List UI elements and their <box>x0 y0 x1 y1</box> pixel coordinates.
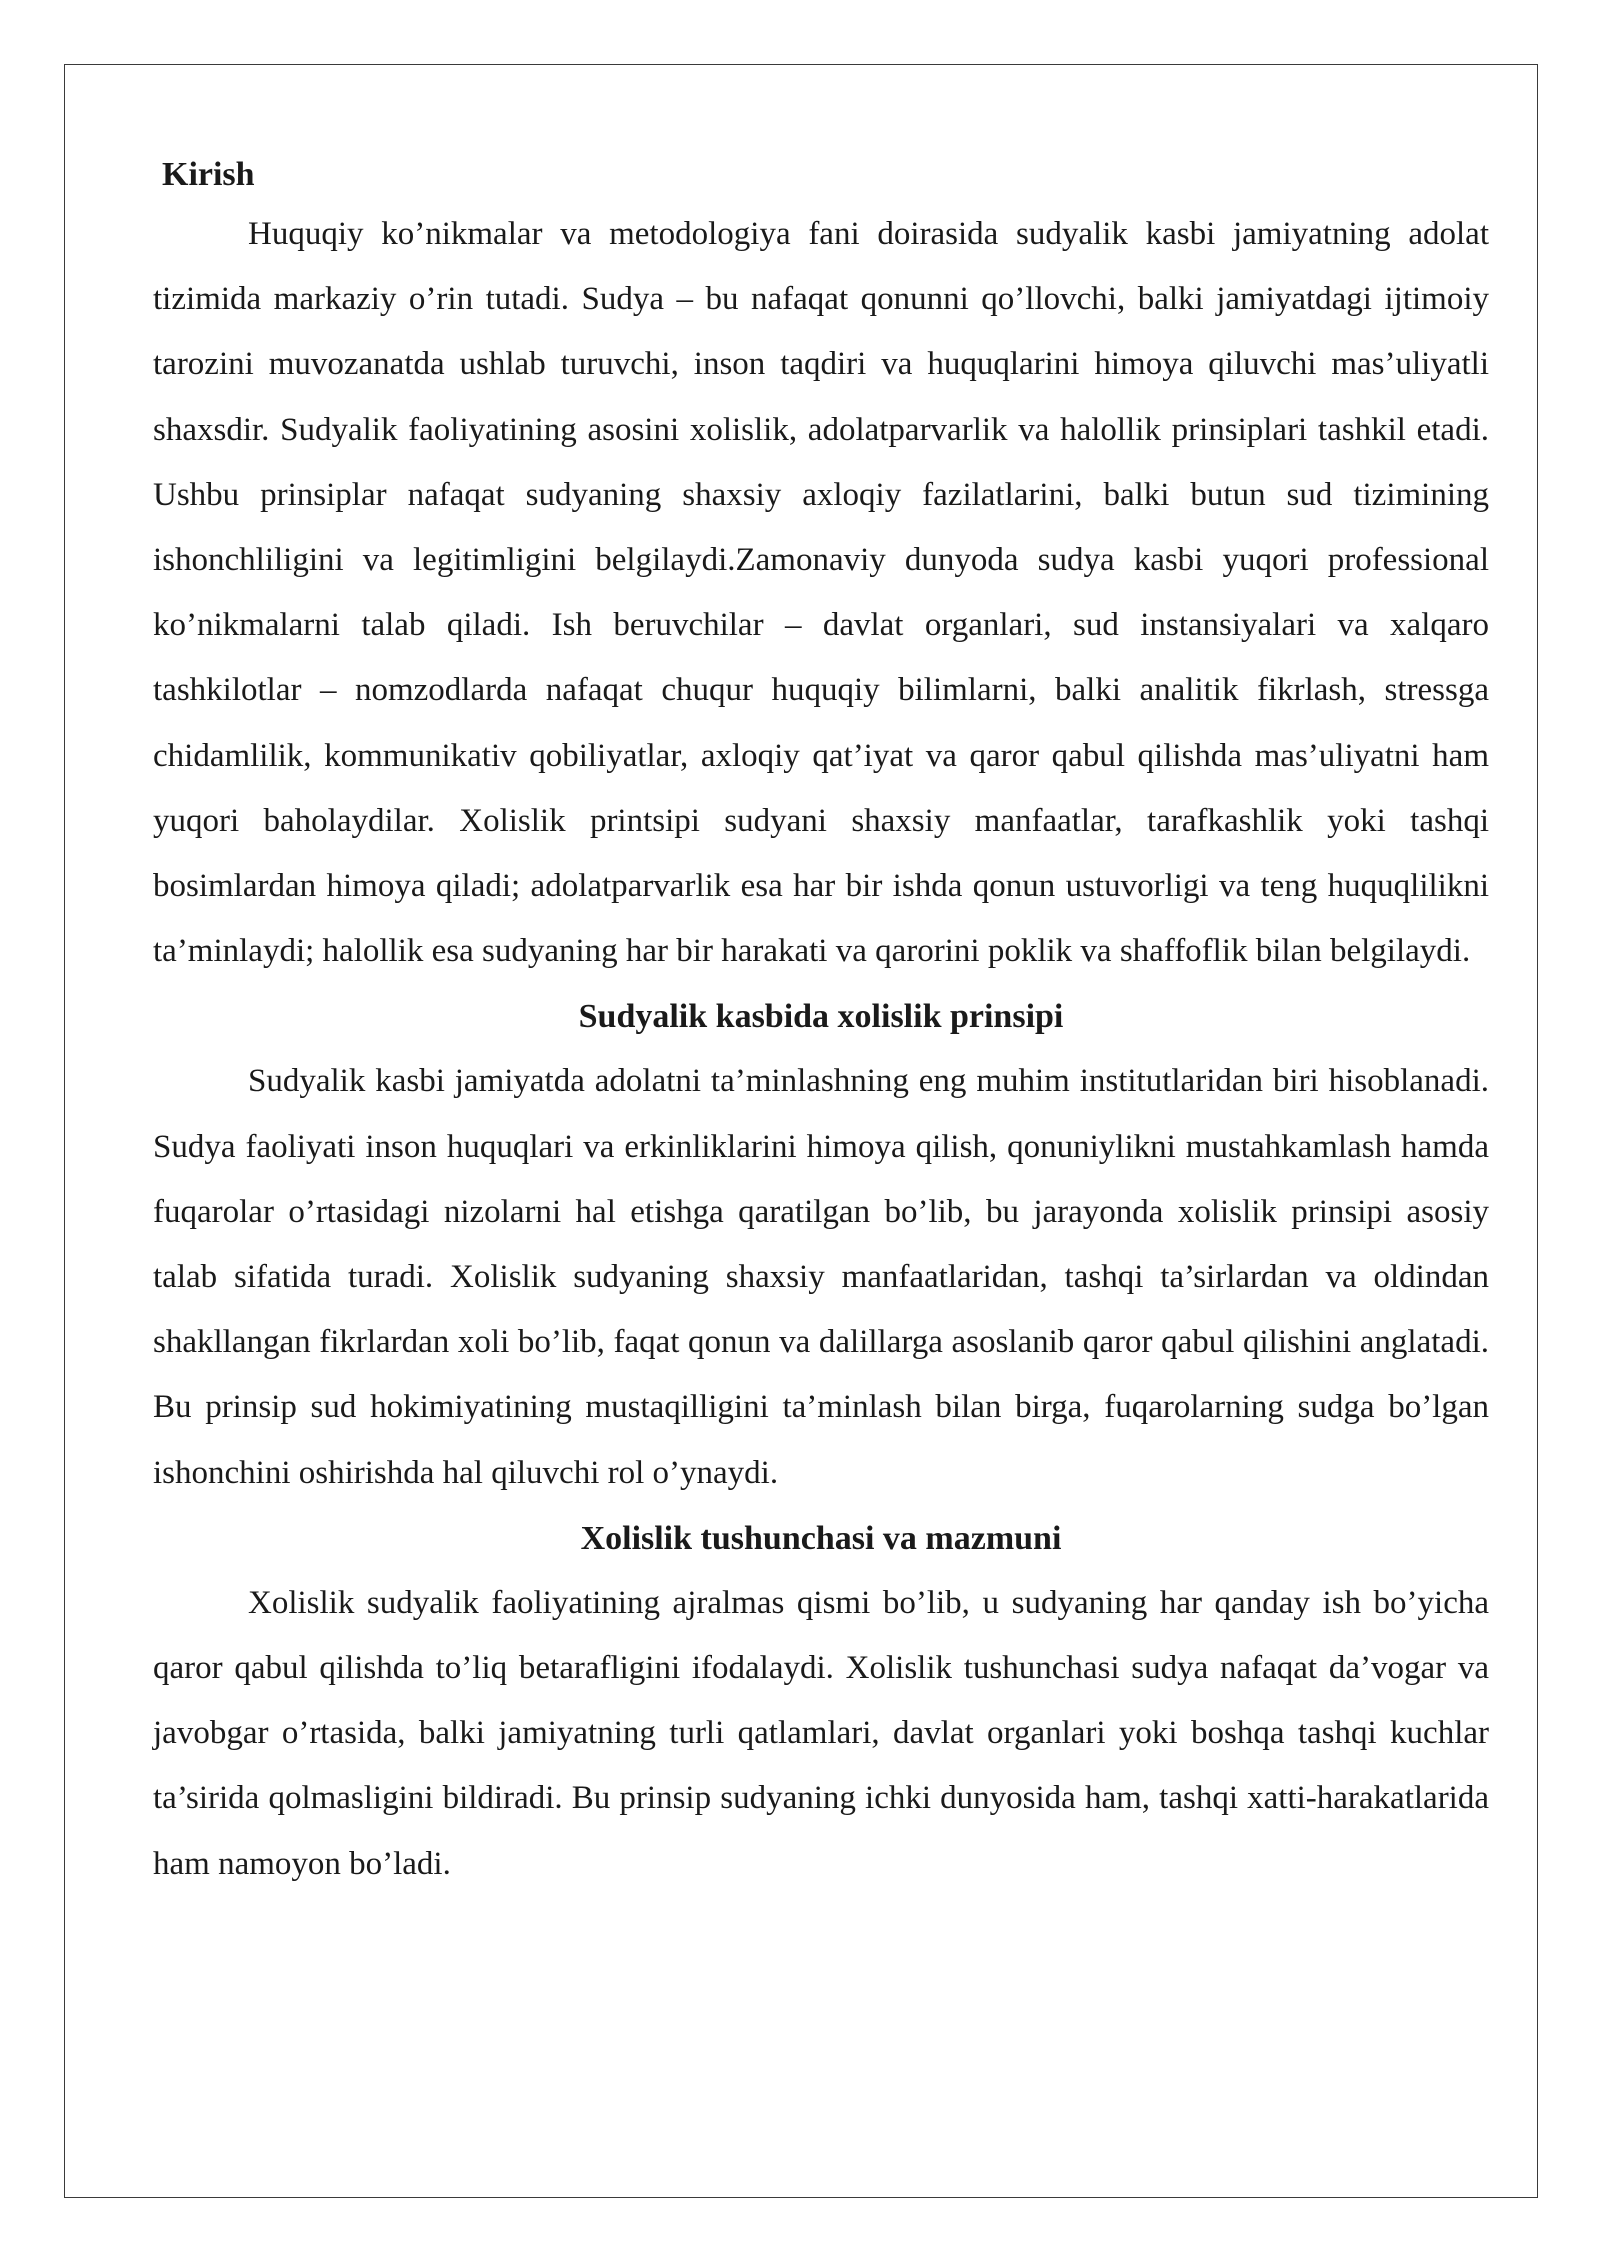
paragraph-xolislik-prinsipi: Sudyalik kasbi jamiyatda adolatni ta’minlashning eng muhim institutlaridan biri hisoblanadi. Sudya faoliyati inson huquqlari va erkinliklarini himoya qilish, qonuniylikni mustahkamlash hamda fuqarolar o’rtasidagi nizolarni hal etishga qaratilgan bo’lib, bu jarayonda xolislik prinsipi asosiy talab sifatida turadi. Xolislik sudyaning shaxsiy manfaatlaridan, tashqi ta’sirlardan va oldindan shakllangan fikrlardan xoli bo’lib, faqat qonun va dalillarga asoslanib qaror qabul qilishini anglatadi. Bu prinsip sud hokimiyatining mustaqilligini ta’minlash bilan birga, fuqarolarning sudga bo’lgan ishonchini oshirishda hal qiluvchi rol o’ynaydi. <box>153 1063 1489 1491</box>
document-body <box>153 148 1489 1897</box>
section-heading-xolislik-tushunchasi: Xolislik tushunchasi va mazmuni <box>580 1519 1062 1557</box>
section-heading-kirish: Kirish <box>162 156 255 193</box>
paragraph-xolislik-tushunchasi: Xolislik sudyalik faoliyatining ajralmas qismi bo’lib, u sudyaning har qanday ish bo’yicha qaror qabul qilishda to’liq betarafligini ifodalaydi. Xolislik tushunchasi sudya nafaqat da’vogar va javobgar o’rtasida, balki jamiyatning turli qatlamlari, davlat organlari yoki boshqa tashqi kuchlar ta’sirida qolmasligini bildiradi. Bu prinsip sudyaning ichki dunyosida ham, tashqi xatti-harakatlarida ham namoyon bo’ladi. <box>153 1584 1489 1882</box>
paragraph-intro: Huquqiy ko’nikmalar va metodologiya fani doirasida sudyalik kasbi jamiyatning adolat tizimida markaziy o’rin tutadi. Sudya – bu nafaqat qonunni qo’llovchi, balki jamiyatdagi ijtimoiy tarozini muvozanatda ushlab turuvchi, inson taqdiri va huquqlarini himoya qiluvchi mas’uliyatli shaxsdir. Sudyalik faoliyatining asosini xolislik, adolatparvarlik va halollik prinsiplari tashkil etadi. Ushbu prinsiplar nafaqat sudyaning shaxsiy axloqiy fazilatlarini, balki butun sud tizimining ishonchliligini va legitimligini belgilaydi.Zamonaviy dunyoda sudya kasbi yuqori professional ko’nikmalarni talab qiladi. Ish beruvchilar – davlat organlari, sud instansiyalari va xalqaro tashkilotlar – nomzodlarda nafaqat chuqur huquqiy bilimlarni, balki analitik fikrlash, stressga chidamlilik, kommunikativ qobiliyatlar, axloqiy qat’iyat va qaror qabul qilishda mas’uliyatni ham yuqori baholaydilar. Xolislik printsipi sudyani shaxsiy manfaatlar, tarafkashlik yoki tashqi bosimlardan himoya qiladi; adolatparvarlik esa har bir ishda qonun ustuvorligi va teng huquqlilikni ta’minlaydi; halollik esa sudyaning har bir harakati va qarorini poklik va shaffoflik bilan belgilaydi. <box>153 216 1489 970</box>
section-heading-xolislik-prinsipi: Sudyalik kasbida xolislik prinsipi <box>578 998 1064 1036</box>
